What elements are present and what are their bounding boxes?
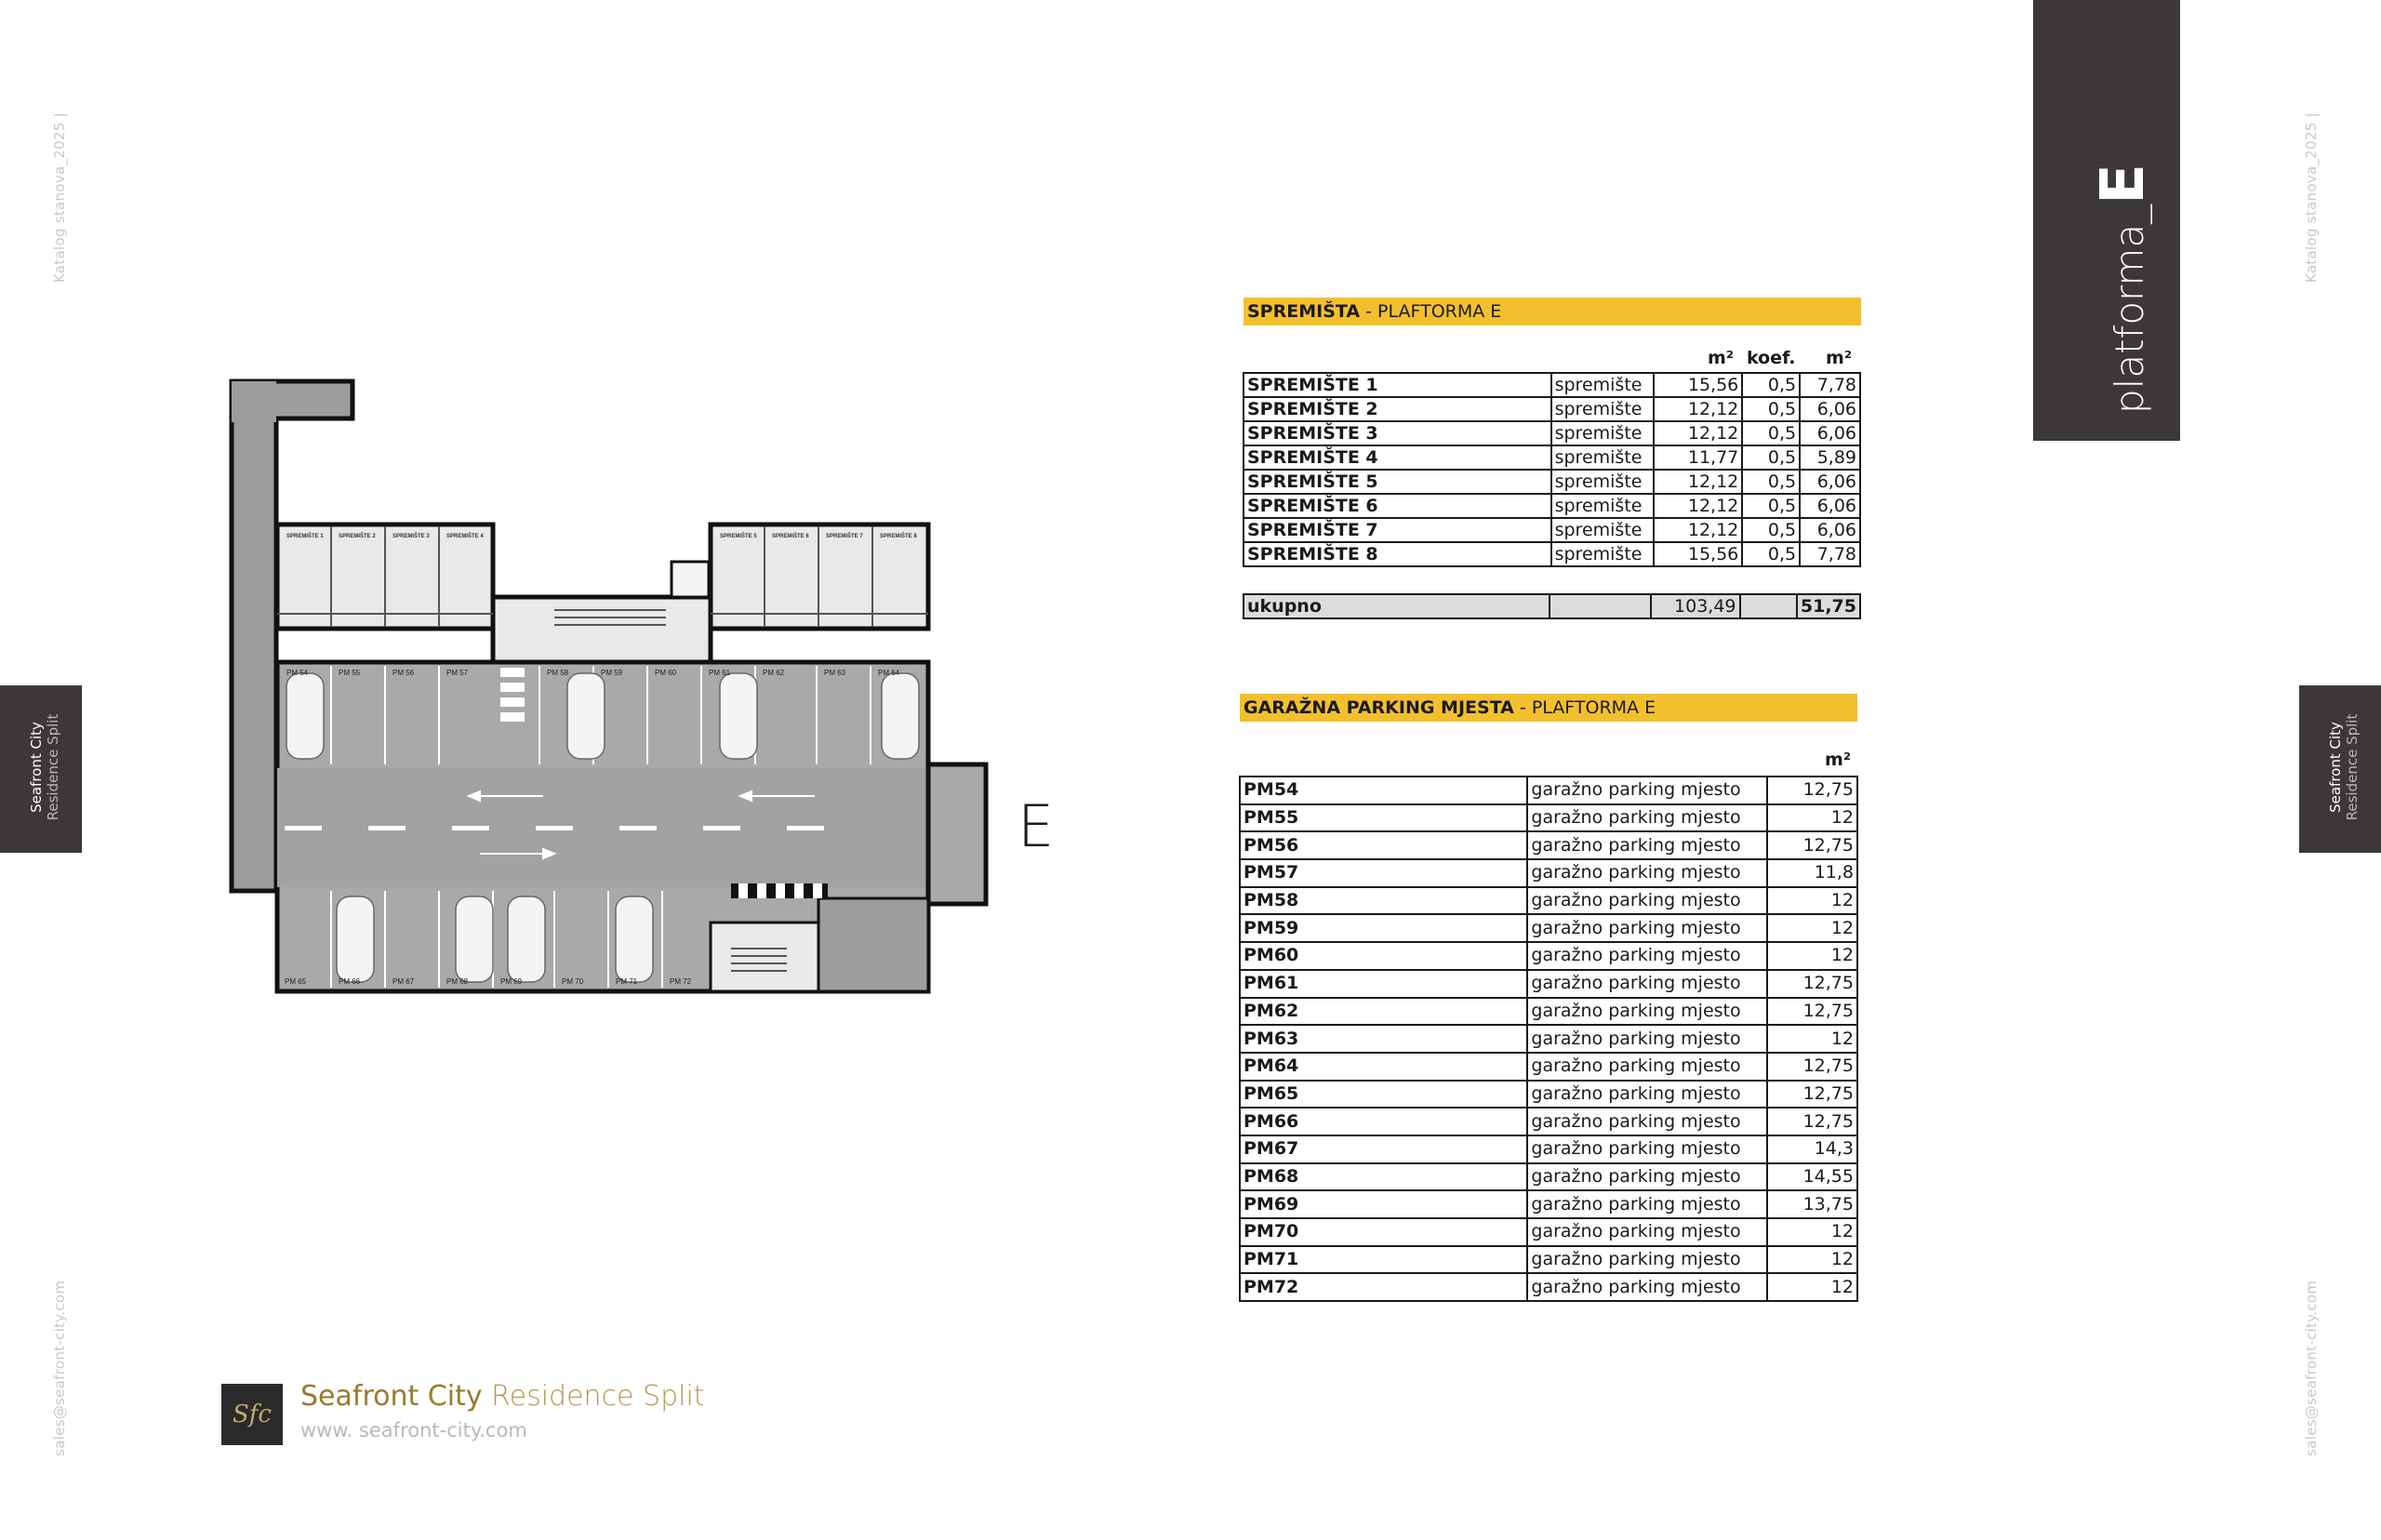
storage-total-table [1243, 593, 1861, 619]
parking-row [1240, 1108, 1857, 1135]
hazard-stripes [731, 883, 828, 898]
spot-label-top: PM 56 [392, 669, 415, 677]
parking-row [1240, 1081, 1857, 1109]
storage-type: spremište [1551, 373, 1654, 397]
storage-row [1244, 373, 1860, 397]
spot-label-bottom: PM 68 [446, 977, 469, 986]
parking-area: 12 [1767, 914, 1857, 942]
storage-label: SPREMIŠTE 2 [339, 534, 376, 539]
spot-label-top: PM 55 [339, 669, 361, 677]
storage-col-m2: m² [1708, 348, 1735, 368]
platform-tab [2033, 0, 2180, 441]
storage-result: 6,06 [1800, 470, 1860, 494]
spot-label-top: PM 54 [286, 669, 309, 677]
floor-plan [229, 378, 1001, 995]
spot-label-bottom: PM 67 [392, 977, 415, 986]
spot-label-bottom: PM 69 [500, 977, 523, 986]
storage-type: spremište [1551, 445, 1654, 470]
storage-total-row [1244, 594, 1860, 618]
storage-name: SPREMIŠTE 7 [1244, 518, 1551, 542]
storage-label: SPREMIŠTE 7 [826, 534, 863, 539]
storage-result: 6,06 [1800, 397, 1860, 421]
storage-label: SPREMIŠTE 1 [286, 534, 324, 539]
parking-name: PM58 [1240, 887, 1527, 915]
parking-type: garažno parking mjesto [1527, 804, 1767, 832]
storage-koef: 0,5 [1742, 421, 1800, 445]
storage-area: 12,12 [1654, 470, 1743, 494]
parking-area: 14,3 [1767, 1135, 1857, 1163]
storage-name: SPREMIŠTE 6 [1244, 494, 1551, 518]
catalog-label-right: Katalog stanova_2025 | [2303, 112, 2320, 283]
parking-type: garažno parking mjesto [1527, 1108, 1767, 1135]
parking-row [1240, 1246, 1857, 1274]
storage-koef: 0,5 [1742, 445, 1800, 470]
parking-area: 12,75 [1767, 1053, 1857, 1081]
side-tab-text [2327, 684, 2361, 851]
parking-title-bold: GARAŽNA PARKING MJESTA [1244, 697, 1514, 718]
storage-result: 5,89 [1800, 445, 1860, 470]
parking-area: 12 [1767, 887, 1857, 915]
lift-box [672, 562, 709, 597]
parking-row [1240, 859, 1857, 887]
storage-koef: 0,5 [1742, 542, 1800, 566]
storage-row [1244, 470, 1860, 494]
storage-label: SPREMIŠTE 6 [772, 534, 809, 539]
storage-row [1244, 397, 1860, 421]
parking-name: PM59 [1240, 914, 1527, 942]
parking-type: garažno parking mjesto [1527, 1135, 1767, 1163]
parking-type: garažno parking mjesto [1527, 1218, 1767, 1246]
storage-area: 12,12 [1654, 518, 1743, 542]
side-tab-left [0, 685, 82, 853]
brand-main: Seafront City [300, 1380, 483, 1413]
parking-area: 12 [1767, 942, 1857, 970]
spot-label-top: PM 63 [824, 669, 846, 677]
spot-label-top: PM 60 [655, 669, 677, 677]
storage-koef: 0,5 [1742, 470, 1800, 494]
parking-name: PM70 [1240, 1218, 1527, 1246]
storage-col-koef: koef. [1747, 348, 1796, 368]
spot-label-top: PM 62 [763, 669, 785, 677]
parking-name: PM54 [1240, 777, 1527, 804]
storage-table [1243, 372, 1861, 567]
spot-label-bottom: PM 65 [285, 977, 307, 986]
parking-area: 12,75 [1767, 777, 1857, 804]
storage-row [1244, 421, 1860, 445]
footer-brand [300, 1380, 705, 1413]
ramp-bottom-right [818, 898, 928, 991]
parking-area: 12 [1767, 1218, 1857, 1246]
parking-name: PM67 [1240, 1135, 1527, 1163]
platform-letter: E [2089, 164, 2158, 205]
total-empty [1740, 594, 1797, 618]
parking-name: PM56 [1240, 831, 1527, 859]
storage-name: SPREMIŠTE 3 [1244, 421, 1551, 445]
parking-title-rest: - PLAFTORMA E [1513, 697, 1656, 718]
spot-label-bottom: PM 70 [562, 977, 584, 986]
parking-row [1240, 831, 1857, 859]
storage-type: spremište [1551, 470, 1654, 494]
parking-area: 12 [1767, 1246, 1857, 1274]
parking-name: PM72 [1240, 1273, 1527, 1301]
parking-area: 13,75 [1767, 1190, 1857, 1218]
parking-type: garažno parking mjesto [1527, 998, 1767, 1026]
platform-word: platforma_ [2107, 204, 2152, 414]
parking-row [1240, 1273, 1857, 1301]
parking-name: PM68 [1240, 1163, 1527, 1191]
parking-name: PM60 [1240, 942, 1527, 970]
parking-type: garažno parking mjesto [1527, 777, 1767, 804]
parking-area: 12,75 [1767, 1081, 1857, 1109]
storage-row [1244, 494, 1860, 518]
spot-label-top: PM 57 [446, 669, 469, 677]
storage-name: SPREMIŠTE 8 [1244, 542, 1551, 566]
storage-title-rest: - PLAFTORMA E [1360, 301, 1502, 322]
parking-name: PM57 [1240, 859, 1527, 887]
parking-name: PM62 [1240, 998, 1527, 1026]
brand-logo: Sfc [221, 1384, 283, 1445]
parking-table [1239, 776, 1858, 1302]
parking-row [1240, 914, 1857, 942]
parking-area: 14,55 [1767, 1163, 1857, 1191]
spot-label-top: PM 61 [709, 669, 731, 677]
parking-area: 12 [1767, 1025, 1857, 1053]
storage-section-title [1244, 298, 1861, 325]
parking-row [1240, 1190, 1857, 1218]
storage-name: SPREMIŠTE 2 [1244, 397, 1551, 421]
parking-area: 12,75 [1767, 970, 1857, 998]
storage-name: SPREMIŠTE 1 [1244, 373, 1551, 397]
storage-title-bold: SPREMIŠTA [1247, 301, 1361, 322]
brand-rest: Residence Split [482, 1380, 705, 1413]
parking-row [1240, 1135, 1857, 1163]
spot-label-top: PM 64 [878, 669, 900, 677]
parking-row [1240, 942, 1857, 970]
storage-type: spremište [1551, 494, 1654, 518]
footer-url[interactable]: www. seafront-city.com [300, 1419, 527, 1441]
side-tab-right [2299, 685, 2381, 853]
storage-result: 7,78 [1800, 542, 1860, 566]
parking-row [1240, 804, 1857, 832]
storage-label: SPREMIŠTE 5 [720, 534, 757, 539]
parking-type: garažno parking mjesto [1527, 942, 1767, 970]
parking-area: 12 [1767, 1273, 1857, 1301]
storage-area: 12,12 [1654, 494, 1743, 518]
storage-area: 11,77 [1654, 445, 1743, 470]
stair-block-top [493, 597, 711, 670]
parking-name: PM65 [1240, 1081, 1527, 1109]
parking-name: PM61 [1240, 970, 1527, 998]
storage-row [1244, 518, 1860, 542]
parking-row [1240, 887, 1857, 915]
total-label: ukupno [1244, 594, 1550, 618]
parking-name: PM71 [1240, 1246, 1527, 1274]
parking-type: garažno parking mjesto [1527, 1081, 1767, 1109]
storage-label: SPREMIŠTE 4 [446, 534, 484, 539]
parking-row [1240, 1053, 1857, 1081]
storage-area: 15,56 [1654, 373, 1743, 397]
parking-name: PM55 [1240, 804, 1527, 832]
storage-area: 12,12 [1654, 421, 1743, 445]
parking-row [1240, 1218, 1857, 1246]
parking-type: garažno parking mjesto [1527, 887, 1767, 915]
parking-type: garažno parking mjesto [1527, 970, 1767, 998]
parking-area: 12,75 [1767, 1108, 1857, 1135]
parking-name: PM64 [1240, 1053, 1527, 1081]
spot-label-top: PM 58 [547, 669, 569, 677]
parking-name: PM69 [1240, 1190, 1527, 1218]
storage-name: SPREMIŠTE 4 [1244, 445, 1551, 470]
storage-label: SPREMIŠTE 8 [880, 534, 917, 539]
parking-section-title [1240, 694, 1857, 722]
parking-type: garažno parking mjesto [1527, 1053, 1767, 1081]
storage-row [1244, 445, 1860, 470]
storage-type: spremište [1551, 542, 1654, 566]
storage-table-body [1244, 373, 1860, 566]
spot-label-bottom: PM 72 [670, 977, 692, 986]
parking-name: PM63 [1240, 1025, 1527, 1053]
parking-area: 12 [1767, 804, 1857, 832]
parking-row [1240, 998, 1857, 1026]
parking-table-body [1240, 777, 1857, 1301]
storage-koef: 0,5 [1742, 494, 1800, 518]
total-result: 51,75 [1797, 594, 1860, 618]
parking-type: garažno parking mjesto [1527, 859, 1767, 887]
ramp-left [232, 381, 276, 891]
storage-result: 6,06 [1800, 494, 1860, 518]
parking-area: 11,8 [1767, 859, 1857, 887]
platform-label [2089, 135, 2158, 414]
storage-row [1244, 542, 1860, 566]
parking-col-m2: m² [1825, 750, 1852, 770]
parking-type: garažno parking mjesto [1527, 1190, 1767, 1218]
storage-type: spremište [1551, 518, 1654, 542]
parking-type: garažno parking mjesto [1527, 831, 1767, 859]
storage-col-m2b: m² [1826, 348, 1853, 368]
storage-name: SPREMIŠTE 5 [1244, 470, 1551, 494]
spot-label-top: PM 59 [601, 669, 623, 677]
storage-koef: 0,5 [1742, 397, 1800, 421]
parking-type: garažno parking mjesto [1527, 1163, 1767, 1191]
parking-row [1240, 970, 1857, 998]
catalog-label-left: Katalog stanova_2025 | [51, 112, 68, 283]
parking-area: 12,75 [1767, 998, 1857, 1026]
storage-result: 7,78 [1800, 373, 1860, 397]
storage-result: 6,06 [1800, 421, 1860, 445]
parking-type: garažno parking mjesto [1527, 1246, 1767, 1274]
side-tab-text [28, 684, 61, 851]
parking-name: PM66 [1240, 1108, 1527, 1135]
side-tab-line1: Seafront City [2327, 722, 2344, 813]
side-tab-line2: Residence Split [2344, 713, 2361, 821]
parking-row [1240, 777, 1857, 804]
east-exit [928, 764, 986, 904]
storage-area: 12,12 [1654, 397, 1743, 421]
email-label-right: sales@seafront-city.com [2303, 1280, 2320, 1456]
storage-koef: 0,5 [1742, 518, 1800, 542]
parking-type: garažno parking mjesto [1527, 1025, 1767, 1053]
storage-type: spremište [1551, 397, 1654, 421]
storage-area: 15,56 [1654, 542, 1743, 566]
spot-label-bottom: PM 66 [339, 977, 361, 986]
side-tab-line2: Residence Split [45, 713, 61, 821]
email-label-left: sales@seafront-city.com [51, 1280, 68, 1456]
parking-row [1240, 1163, 1857, 1191]
storage-koef: 0,5 [1742, 373, 1800, 397]
parking-row [1240, 1025, 1857, 1053]
direction-letter: E [1018, 792, 1055, 860]
spot-label-bottom: PM 71 [616, 977, 638, 986]
storage-type: spremište [1551, 421, 1654, 445]
storage-result: 6,06 [1800, 518, 1860, 542]
storage-label: SPREMIŠTE 3 [392, 534, 430, 539]
parking-type: garažno parking mjesto [1527, 1273, 1767, 1301]
ramp-top-inner [232, 381, 276, 422]
total-empty [1550, 594, 1651, 618]
parking-area: 12,75 [1767, 831, 1857, 859]
side-tab-line1: Seafront City [28, 722, 45, 813]
parking-type: garažno parking mjesto [1527, 914, 1767, 942]
total-area: 103,49 [1651, 594, 1740, 618]
